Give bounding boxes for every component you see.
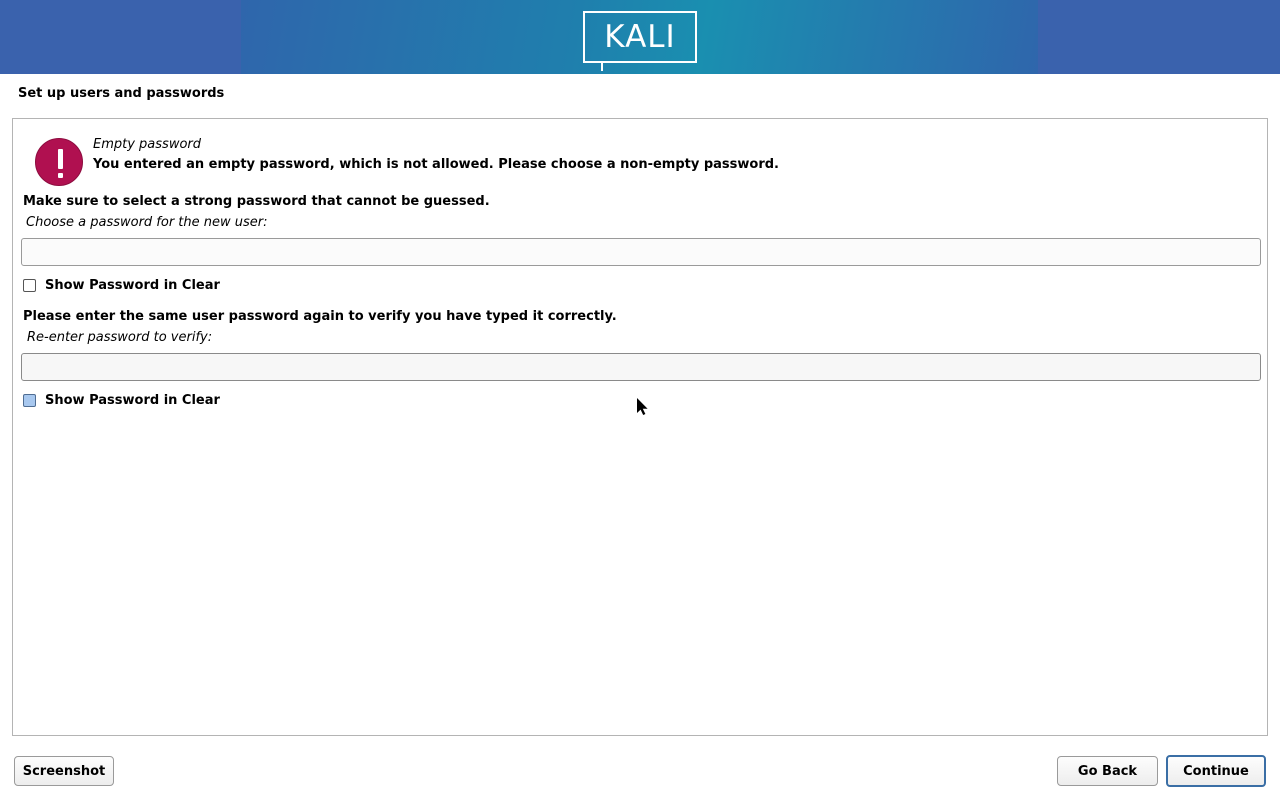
kali-banner xyxy=(0,0,1280,74)
verify-field-label: Re-enter password to verify: xyxy=(27,330,213,345)
banner-left-block xyxy=(0,0,241,74)
show-password-checkbox-1[interactable] xyxy=(23,279,36,292)
show-password-label-2: Show Password in Clear xyxy=(45,392,220,408)
error-banner xyxy=(25,129,1255,191)
password-input[interactable] xyxy=(21,238,1261,266)
kali-logo xyxy=(583,11,697,63)
page-title: Set up users and passwords xyxy=(18,86,225,101)
password-field-label: Choose a password for the new user: xyxy=(26,215,268,230)
kali-logo-tick xyxy=(601,62,603,71)
continue-button[interactable]: Continue xyxy=(1166,755,1266,787)
banner-right-block xyxy=(1038,0,1280,74)
show-password-checkbox-row-2[interactable] xyxy=(23,391,220,409)
verify-password-note: Please enter the same user password again to verify you have typed it correctly. xyxy=(23,309,617,324)
show-password-checkbox-row-1[interactable] xyxy=(23,276,220,294)
installer-panel xyxy=(12,118,1268,736)
go-back-button[interactable]: Go Back xyxy=(1057,756,1158,786)
show-password-checkbox-2[interactable] xyxy=(23,394,36,407)
error-exclamation-icon xyxy=(35,138,83,186)
screenshot-button[interactable]: Screenshot xyxy=(14,756,114,786)
show-password-label-1: Show Password in Clear xyxy=(45,277,220,293)
verify-password-input[interactable] xyxy=(21,353,1261,381)
strong-password-note: Make sure to select a strong password that cannot be guessed. xyxy=(23,194,490,209)
kali-logo-text: KALI xyxy=(604,19,676,55)
error-title: Empty password xyxy=(93,137,201,152)
error-message: You entered an empty password, which is not allowed. Please choose a non-empty password. xyxy=(93,157,779,172)
